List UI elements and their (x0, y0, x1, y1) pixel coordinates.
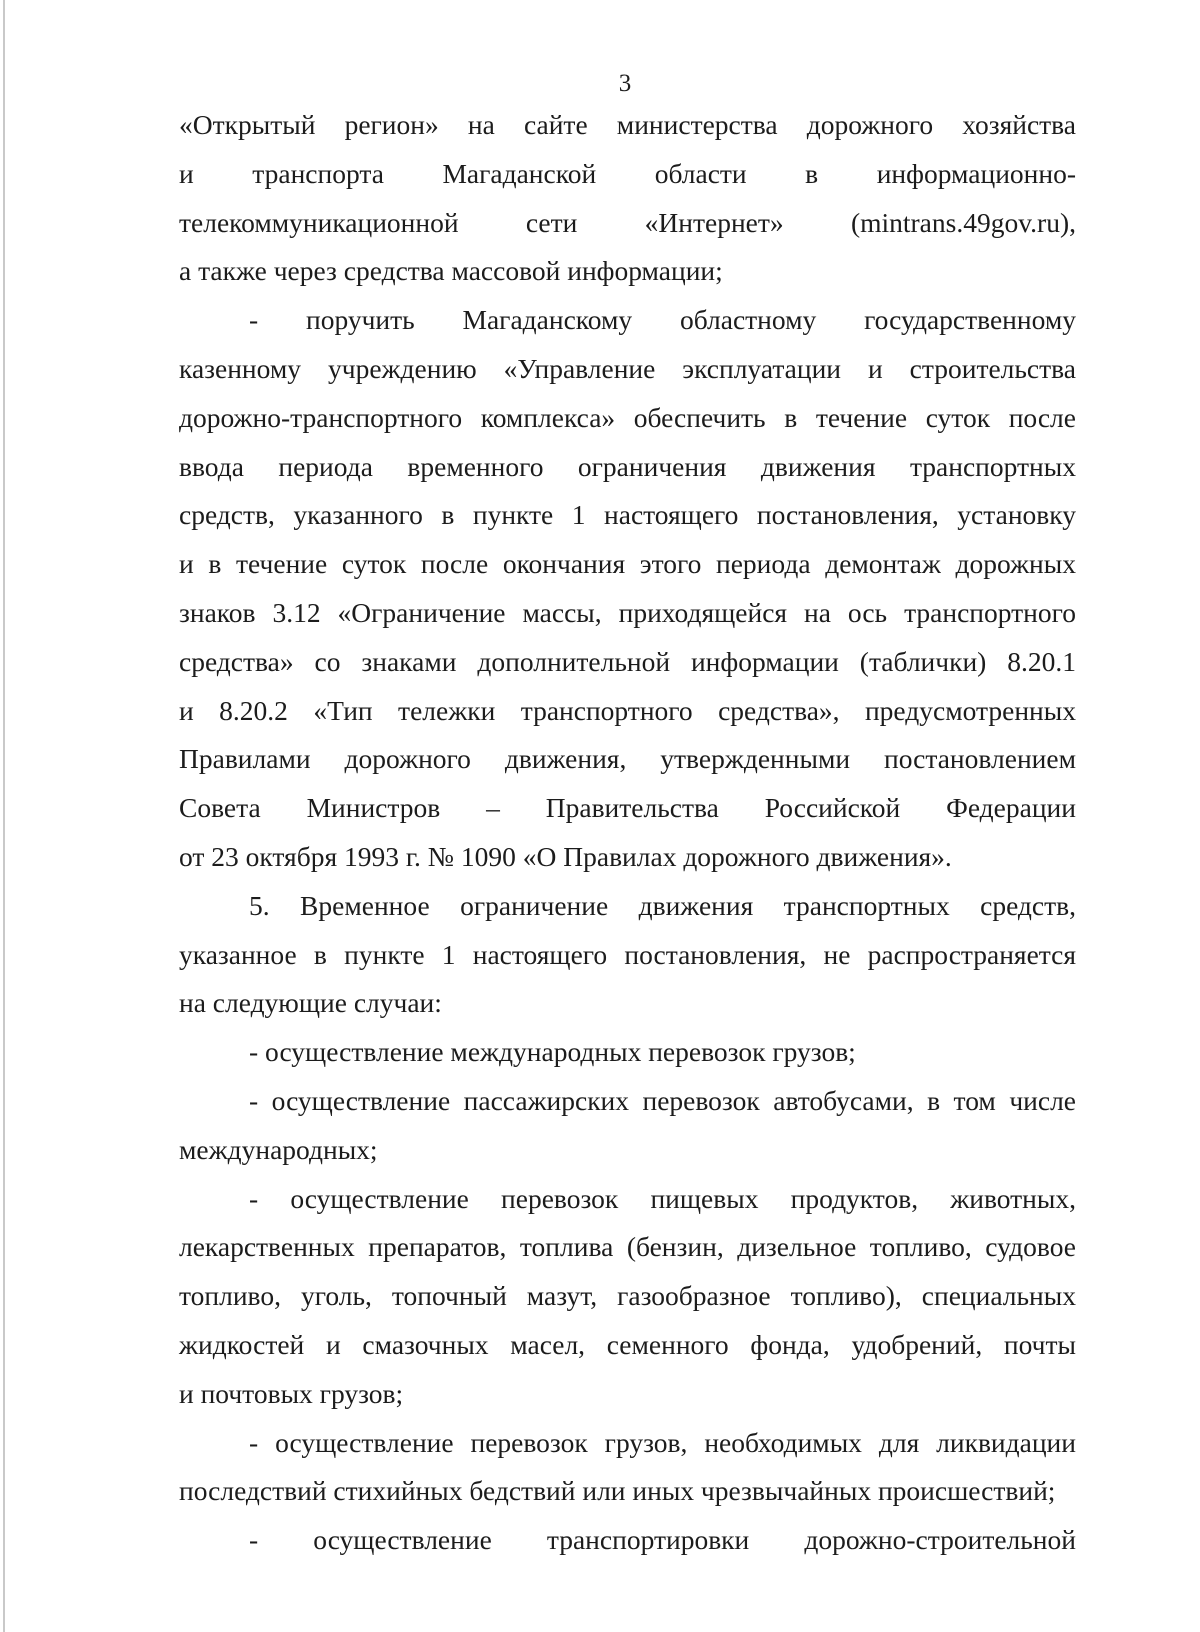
text-line: а также через средства массовой информации; (179, 255, 723, 287)
text-line: и почтовых грузов; (179, 1377, 404, 1409)
text-line: «Открытый регион» на сайте министерства дорожного хозяйства (179, 109, 1076, 140)
text-line: знаков 3.12 «Ограничение массы, приходящейся на ось транспортного (179, 596, 1076, 628)
text-line: средств, указанного в пункте 1 настоящего постановления, установку (179, 499, 1076, 531)
text-line: Правилами дорожного движения, утвержденными постановлением (179, 743, 1076, 775)
paragraph (179, 1077, 1076, 1175)
paragraph (179, 296, 1076, 882)
text-line: казенному учреждению «Управление эксплуатации и строительства (179, 352, 1076, 384)
paragraph (179, 882, 1076, 1028)
text-line: последствий стихийных бедствий или иных чрезвычайных происшествий; (179, 1475, 1056, 1507)
text-line: указанное в пункте 1 настоящего постановления, не распространяется (179, 938, 1076, 970)
text-line: международных; (179, 1133, 378, 1165)
text-line: топливо, уголь, топочный мазут, газообразное топливо), специальных (179, 1280, 1076, 1312)
paragraph (179, 1516, 1076, 1565)
text-line: средства» со знаками дополнительной информации (таблички) 8.20.1 (179, 645, 1076, 677)
text-line: на следующие случаи: (179, 987, 442, 1019)
text-line: телекоммуникационной сети «Интернет» (mintrans.49gov.ru), (179, 206, 1076, 238)
text-line: - осуществление транспортировки дорожно-строительной (249, 1524, 1076, 1556)
text-line: - поручить Магаданскому областному государственному (249, 304, 1076, 336)
text-line: - осуществление пассажирских перевозок автобусами, в том числе (249, 1084, 1076, 1116)
text-line: жидкостей и смазочных масел, семенного фонда, удобрений, почты (179, 1328, 1076, 1360)
text-line: и 8.20.2 «Тип тележки транспортного средства», предусмотренных (179, 694, 1076, 726)
paragraph (179, 101, 1076, 296)
paragraph (179, 1175, 1076, 1419)
text-line: лекарственных препаратов, топлива (бензин, дизельное топливо, судовое (179, 1231, 1076, 1263)
document-body (179, 101, 1076, 1565)
text-line: 5. Временное ограничение движения транспортных средств, (249, 889, 1076, 921)
text-line: - осуществление международных перевозок грузов; (249, 1036, 856, 1068)
scan-edge-line (3, 0, 5, 1632)
text-line: Совета Министров – Правительства Российской Федерации (179, 792, 1076, 824)
text-line: и в течение суток после окончания этого периода демонтаж дорожных (179, 548, 1076, 580)
text-line: и транспорта Магаданской области в информационно- (179, 157, 1076, 189)
text-line: - осуществление перевозок пищевых продуктов, животных, (249, 1182, 1076, 1214)
paragraph (179, 1419, 1076, 1517)
text-line: ввода периода временного ограничения движения транспортных (179, 450, 1076, 482)
page-number: 3 (618, 70, 632, 97)
paragraph (179, 1028, 1076, 1077)
text-line: дорожно-транспортного комплекса» обеспечить в течение суток после (179, 401, 1076, 433)
text-line: от 23 октября 1993 г. № 1090 «О Правилах дорожного движения». (179, 840, 952, 872)
text-line: - осуществление перевозок грузов, необходимых для ликвидации (249, 1426, 1076, 1458)
